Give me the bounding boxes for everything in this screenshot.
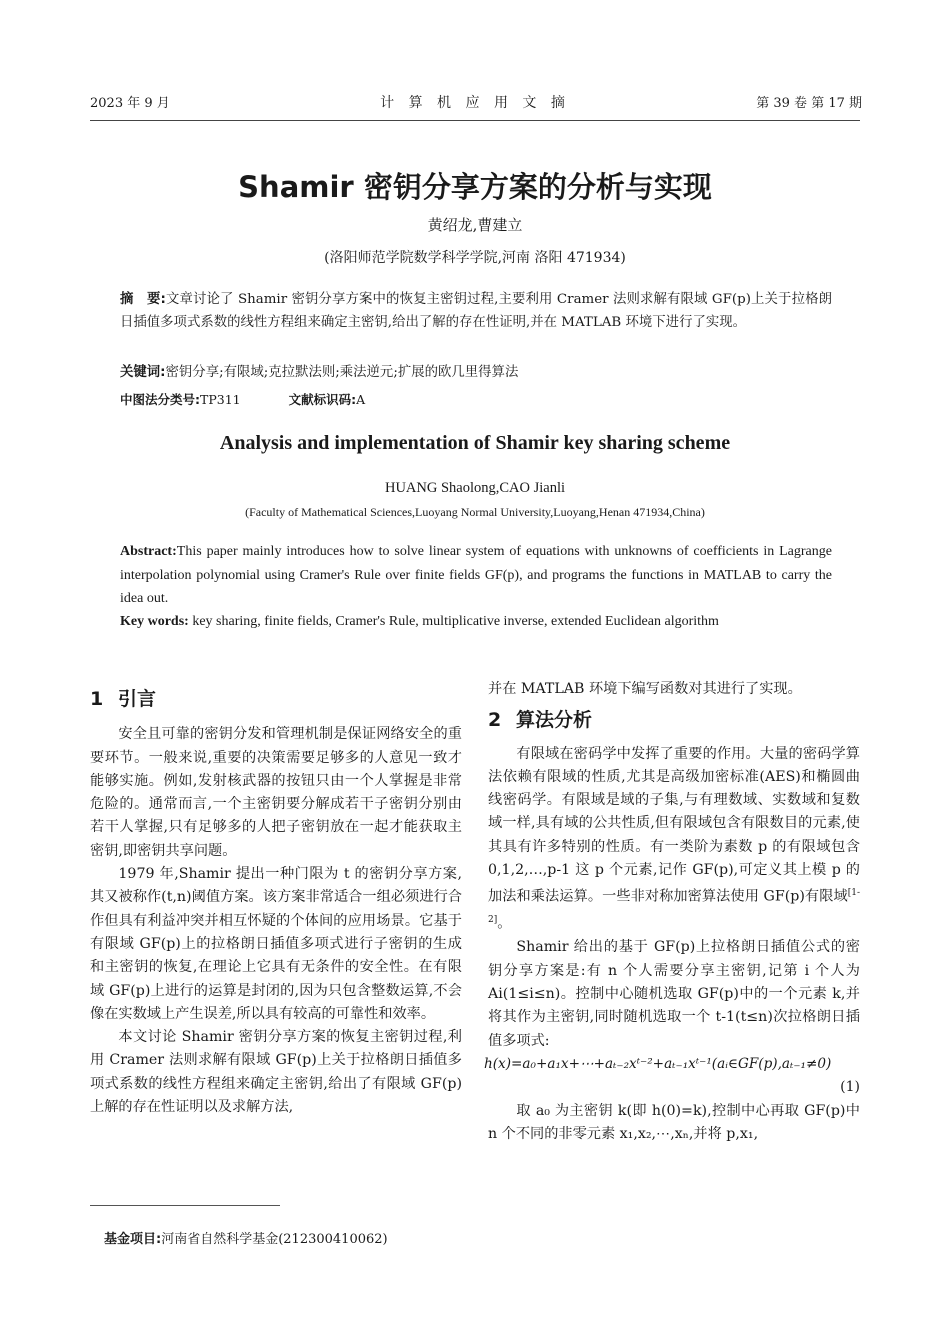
class-value: TP311 — [200, 392, 241, 407]
abstract-cn-label: 摘 要: — [120, 292, 166, 307]
abstract-en — [120, 540, 832, 611]
header-rule — [90, 120, 860, 121]
abstract-cn — [120, 288, 832, 334]
abstract-en-label: Abstract: — [120, 544, 177, 559]
classification — [120, 388, 832, 411]
abstract-en-text: This paper mainly introduces how to solve linear system of equations with unknowns of coefficients in Lagrange interpolation polynomial using Cramer's Rule over finite fields GF(p), and programs the functions in MATLAB to carry the idea out. — [120, 544, 832, 606]
keywords-en-label: Key words: — [120, 614, 189, 629]
section-1-number: 1 — [90, 688, 104, 710]
doc-code-value: A — [356, 392, 366, 407]
right-column — [484, 678, 860, 1146]
doc-code-label: 文献标识码: — [288, 392, 357, 407]
keywords-cn-text: 密钥分享;有限域;克拉默法则;乘法逆元;扩展的欧几里得算法 — [165, 365, 519, 380]
section-2-p1-text: 有限域在密码学中发挥了重要的作用。大量的密码学算法依赖有限域的性质,尤其是高级加密标准(AES)和椭圆曲线密码学。有限域是域的子集,与有理数域、实数域和复数域一样,具有域的公共性质,但有限域包含有限数目的元素,使其具有许多特别的性质。有一类阶为素数 p 的有限域包含 0,1,2,…,p-1 这 p 个元素,记作 GF(p),可定义其上模 p 的加法和乘法运算。一些非对称加密算法使用 GF(p)有限域 — [488, 745, 860, 906]
section-1-paragraph-2: 1979 年,Shamir 提出一种门限为 t 的密钥分享方案,其又被称作(t,n)阈值方案。该方案非常适合一组必须进行合作但具有利益冲突并相互怀疑的个体间的应用场景。它基于有限域 GF(p)上的拉格朗日插值多项式进行子密钥的生成和主密钥的恢复,在理论上它具有无条件的安全性。在有限域 GF(p)上进行的运算是封闭的,因为只包含整数运算,不会像在实数域上产生误差,所以具有较高的可靠性和效率。 — [90, 866, 462, 1022]
section-2-p1-end: 。 — [497, 916, 512, 933]
equation-1: h(x)=a₀+a₁x+⋯+aₜ₋₂xᵗ⁻²+aₜ₋₁xᵗ⁻¹(aᵢ∈GF(p),aₜ₋₁≠0) — [484, 1055, 832, 1072]
english-title: Analysis and implementation of Shamir key sharing scheme — [219, 432, 731, 454]
keywords-cn — [120, 361, 832, 384]
affiliation: (洛阳师范学院数学科学学院,河南 洛阳 471934) — [324, 250, 626, 266]
section-1-paragraph-3: 本文讨论 Shamir 密钥分享方案的恢复主密钥过程,利用 Cramer 法则求解有限域 GF(p)上关于拉格朗日插值多项式系数的线性方程组来确定主密钥,给出了有限域 GF(p)上解的存在性证明以及求解方法, — [90, 1029, 462, 1116]
section-2-number: 2 — [488, 709, 502, 732]
english-affiliation: (Faculty of Mathematical Sciences,Luoyang Normal University,Luoyang,Henan 471934,China) — [245, 505, 705, 519]
left-column — [90, 688, 462, 1119]
equation-1-number: (1) — [840, 1079, 860, 1096]
citation-ref: [1-2] — [488, 888, 860, 926]
funding-note — [104, 1228, 388, 1247]
paper-title: Shamir 密钥分享方案的分析与实现 — [238, 170, 712, 204]
class-label: 中图法分类号: — [120, 392, 200, 407]
section-2-paragraph-3: 取 a₀ 为主密钥 k(即 h(0)=k),控制中心再取 GF(p)中 n 个不同的非零元素 x₁,x₂,⋯,xₙ,并将 p,x₁, — [488, 1102, 860, 1142]
section-2-heading — [488, 709, 860, 732]
funding-text: 河南省自然科学基金(212300410062) — [161, 1232, 388, 1247]
section-2-paragraph-1 — [488, 743, 860, 937]
keywords-en — [120, 610, 832, 634]
section-2-title: 算法分析 — [516, 709, 593, 732]
keywords-cn-label: 关键词: — [120, 365, 166, 380]
header-journal: 计 算 机 应 用 文 摘 — [380, 95, 570, 111]
section-1-heading — [90, 688, 462, 711]
section-1-paragraph-1: 安全且可靠的密钥分发和管理机制是保证网络安全的重要环节。一般来说,重要的决策需要足够多的人意见一致才能够实施。例如,发射核武器的按钮只由一个人掌握是非常危险的。通常而言,一个主密钥要分解成若干子密钥分别由若干人掌握,只有足够多的人把子密钥放在一起才能获取主密钥,即密钥共享问题。 — [90, 726, 462, 859]
abstract-cn-text: 文章讨论了 Shamir 密钥分享方案中的恢复主密钥过程,主要利用 Cramer 法则求解有限域 GF(p)上关于拉格朗日插值多项式系数的线性方程组来确定主密钥,给出了解的存在性证明,并在 MATLAB 环境下进行了实现。 — [120, 292, 832, 330]
authors: 黄绍龙,曹建立 — [427, 216, 523, 234]
footnote-rule — [90, 1205, 280, 1206]
header-issue: 第 39 卷 第 17 期 — [756, 96, 862, 111]
section-2-paragraph-2: Shamir 给出的基于 GF(p)上拉格朗日插值公式的密钥分享方案是:有 n 个人需要分享主密钥,记第 i 个人为 Ai(1≤i≤n)。控制中心随机选取 GF(p)中的一个元素 k,并将其作为主密钥,同时随机选取一个 t-1(t≤n)次拉格朗日插值多项式: — [488, 939, 860, 1049]
english-authors: HUANG Shaolong,CAO Jianli — [384, 480, 566, 496]
keywords-en-text: key sharing, finite fields, Cramer's Rule, multiplicative inverse, extended Euclidean algorithm — [192, 614, 719, 629]
section-1-title: 引言 — [118, 688, 157, 710]
funding-label: 基金项目: — [104, 1232, 162, 1247]
section-1-continuation: 并在 MATLAB 环境下编写函数对其进行了实现。 — [488, 681, 802, 697]
header-date: 2023 年 9 月 — [90, 96, 170, 111]
